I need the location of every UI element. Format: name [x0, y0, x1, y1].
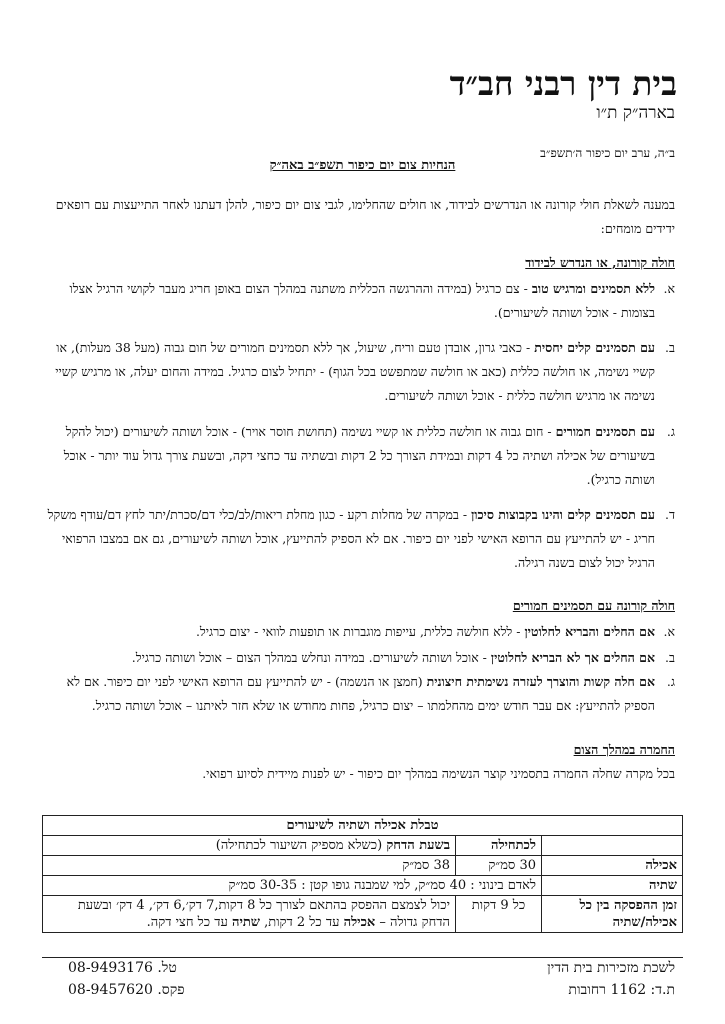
table-caption: טבלת אכילה ושתיה לשיעורים: [43, 816, 683, 836]
item-bold: ללא תסמינים ומרגיש טוב: [531, 281, 655, 296]
col-urgent-label: בשעת הדחק: [386, 838, 450, 853]
item-bold: עם תסמינים קלים והינו בקבוצות סיכון: [471, 507, 655, 522]
pause-label: זמן ההפסקה בין כל אכילה/שתיה: [542, 896, 683, 933]
item-text: - צם כרגיל (במידה וההרגשה הכללית משתנה במהלך הצום באופן חריג מעבר לקושי הרגיל אצלו בצומות - אוכל ושותה לשיעורים).: [69, 281, 655, 320]
item-letter: ד.: [665, 507, 675, 522]
pause-urgent: [43, 896, 456, 933]
footer-phone: טל. 08-9493176: [68, 960, 177, 976]
section1-heading: חולה קורונה, או הנדרש לבידוד: [525, 255, 675, 270]
document-heading: הנחיות צום יום כיפור תשפ״ב באה״ק: [269, 158, 456, 173]
section1-item-a: [43, 277, 675, 325]
section3-text: בכל מקרה שחלה החמרה בתסמיני קוצר הנשימה במהלך יום כיפור - יש לפנות מיידית לסיוע רפואי.: [202, 766, 675, 781]
item-letter: ג.: [666, 424, 675, 439]
item-letter: א.: [663, 624, 675, 639]
pause-urgent-eating: אכילה: [343, 915, 376, 930]
footer-divider: [42, 957, 683, 958]
item-letter: א.: [663, 281, 675, 296]
section2-item-b: [43, 646, 675, 670]
item-text: - ללא חולשה כללית, עייפות מוגברות או תופעות לוואי - יצום כרגיל.: [195, 624, 525, 639]
item-text: - אוכל ושותה לשיעורים. במידה ונחלש במהלך הצום – אוכל ושותה כרגיל.: [131, 650, 491, 665]
item-text: (חמצן או הנשמה) - יש להתייעץ עם הרופא האישי לפני יום כיפור. אם לא הספיק להתייעץ: אם עבר חודש ימים מהחלמתו – יצום כרגיל, פחות מחודש או שלא חזר לאיתנו – אוכל ושותה כרגיל.: [66, 674, 655, 713]
item-bold: אם החלים אך לא הבריא לחלוטין: [490, 650, 655, 665]
col-urgent-note: (כשלא מספיק השיעור לכתחילה): [215, 838, 387, 853]
court-subtitle: בארה״ק ת״ו: [596, 103, 675, 123]
item-bold: אם חלה קשות והוצרך לעזרה נשימתית חיצונית: [426, 674, 655, 689]
item-text: - כאבי גרון, אובדן טעם וריח, שיעול, אך ללא תסמינים חמורים של חום גבוה (מעל 38 מעלות), או קשיי נשימה, או חולשה כללית (כאב או חולשה שמתפשט בכל הגוף) - יתחיל לצום כרגיל. במידה והחום יעלה, או מרגיש קשיי נשימה או מרגיש חולשה כללית - אוכל ושותה לשיעורים.: [55, 340, 655, 403]
pause-urgent-text-1: יכול לצמצם ההפסק בהתאם לצורך כל 8 דקות,7 דק׳,6 דק׳, 4 דק׳ ובשעת הדחק גדולה –: [77, 898, 450, 930]
item-letter: ב.: [665, 340, 675, 355]
item-letter: ג.: [666, 674, 675, 689]
eating-initial: 30 סמ״ק: [456, 856, 542, 876]
drinking-label: שתיה: [542, 876, 683, 896]
drinking-value: לאדם בינוני : 40 סמ״ק, למי שמבנה גופו קטן : 30-35 סמ״ק: [43, 876, 542, 896]
col-initial-header: לכתחילה: [456, 836, 542, 856]
section1-item-d: [43, 503, 675, 575]
item-text: - חום גבוה או חולשה כללית או קשיי נשימה (תחושת חוסר אויר) - אוכל ושותה לשיעורים (יכול להקל בשיעורים של אכילה ושתיה כל 4 דקות ובמידת הצורך כל 2 דקות ובשתיה עד כחצי דקה, ובשעת צורך גדול עוד יותר - אוכל ושותה כרגיל).: [63, 424, 655, 487]
section2-item-a: [43, 620, 675, 644]
item-bold: עם תסמינים חמורים: [555, 424, 655, 439]
footer-office: לשכת מזכירות בית הדין: [547, 960, 675, 976]
eating-drinking-table: [42, 815, 683, 933]
intro-paragraph: במענה לשאלת חולי קורונה או הנדרשים לבידוד, או חולים שהחלימו, לגבי צום יום כיפור, להלן דעתנו לאחר התייעצות עם רופאים ידידים מומחים:: [55, 197, 675, 236]
pause-urgent-text-2: עד כל 2 דקות,: [260, 915, 344, 930]
court-title: בית דין רבני חב״ד: [449, 64, 677, 103]
item-letter: ב.: [665, 650, 675, 665]
item-bold: עם תסמינים קלים יחסית: [534, 340, 655, 355]
pause-initial: כל 9 דקות: [456, 896, 542, 933]
section1-item-c: [43, 420, 675, 492]
col-urgent-header: [43, 836, 456, 856]
table-corner-cell: [542, 836, 683, 856]
item-bold: אם החלים והבריא לחלוטין: [524, 624, 655, 639]
pause-urgent-drinking: שתיה: [231, 915, 260, 930]
document-date: ב״ה, ערב יום כיפור ה׳תשפ״ב: [540, 146, 675, 160]
footer-pobox: ת.ד: 1162 רחובות: [568, 982, 675, 998]
eating-urgent: 38 סמ״ק: [43, 856, 456, 876]
footer-fax: פקס. 08-9457620: [68, 982, 185, 998]
section2-heading: חולה קורונה עם תסמינים חמורים: [512, 598, 675, 613]
section3-heading: החמרה במהלך הצום: [573, 742, 675, 757]
section1-item-b: [43, 336, 675, 408]
item-text: - במקרה של מחלות רקע - כגון מחלת ריאות/לב/כלי דם/סכרת/יתר לחץ דם/עודף משקל חריג - יש להתייעץ עם הרופא האישי לפני יום כיפור. אם לא הספיק להתייעץ, אוכל ושותה לשיעורים, גם אם במצבו הרפואי הרגיל יכול לצום בשנה רגילה.: [47, 507, 655, 570]
eating-label: אכילה: [542, 856, 683, 876]
pause-urgent-text-3: עד כל חצי דקה.: [146, 915, 232, 930]
section2-item-c: [43, 670, 675, 718]
